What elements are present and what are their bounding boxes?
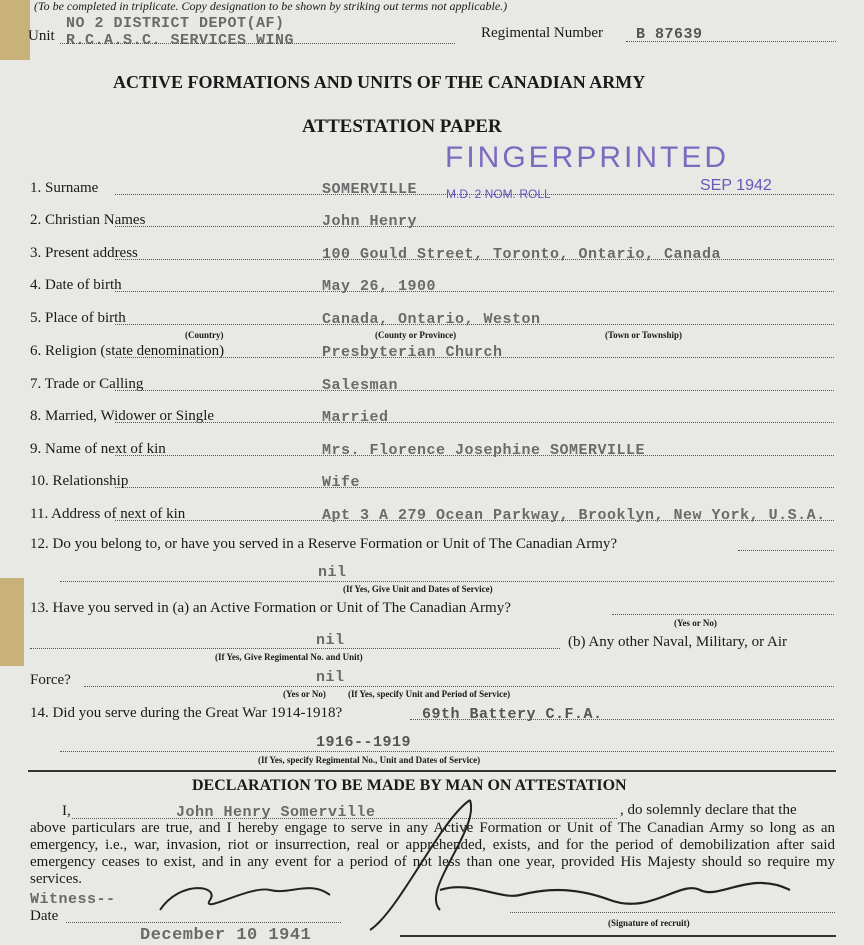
witness-label: Witness-- — [30, 891, 116, 908]
handwritten-signatures — [140, 790, 820, 940]
field-label: 7. Trade or Calling — [30, 376, 144, 392]
q13a-value: nil — [316, 632, 345, 649]
field-label: 10. Relationship — [30, 473, 129, 489]
declaration-body: above particulars are true, and I hereby engage to serve in any Active Formation or Unit of The Canadian Army so long as an emergency, i.e., war, invasion, riot or insurrection, real or apprehended, exists, and for the period of demobilization after said emergency ceases to exist, and in any event for a period of not less than one year, provided His Majesty should so require my services. — [30, 820, 835, 887]
date-label: Date — [30, 908, 59, 924]
q13a-hint: (If Yes, Give Regimental No. and Unit) — [215, 652, 363, 662]
unit-label: Unit — [28, 28, 55, 44]
field-label: 6. Religion (state denomination) — [30, 343, 225, 359]
field-value: Presbyterian Church — [322, 344, 503, 361]
q13b-yes-no: (Yes or No) — [283, 689, 326, 699]
unit-line2: R.C.A.S.C. SERVICES WING — [66, 32, 295, 49]
field-value: Apt 3 A 279 Ocean Parkway, Brooklyn, New York, U.S.A. — [322, 507, 826, 524]
q12-hint: (If Yes, Give Unit and Dates of Service) — [343, 584, 493, 594]
field-value: Married — [322, 409, 389, 426]
nom-roll-stamp: M.D. 2 NOM. ROLL — [446, 187, 551, 201]
q14-value: 69th Battery C.F.A. — [422, 706, 603, 723]
field-value: May 26, 1900 — [322, 278, 437, 295]
q14-years: 1916--1919 — [316, 734, 412, 751]
q14-hint: (If Yes, specify Regimental No., Unit and Dates of Service) — [258, 755, 481, 765]
field-label: 4. Date of birth — [30, 277, 122, 293]
field-label: 1. Surname — [30, 180, 99, 196]
field-value: Canada, Ontario, Weston — [322, 311, 541, 328]
date-value: December 10 1941 — [140, 926, 312, 945]
regimental-number: B 87639 — [636, 26, 703, 43]
q12-value: nil — [318, 564, 347, 581]
declarant-name: John Henry Somerville — [176, 804, 376, 821]
q13b-value: nil — [316, 669, 345, 686]
field-label: 11. Address of next of kin — [30, 506, 186, 522]
force-label: Force? — [30, 672, 71, 688]
declaration-title: DECLARATION TO BE MADE BY MAN ON ATTESTATION — [192, 777, 627, 794]
q13-yes-no: (Yes or No) — [674, 618, 717, 628]
title-formations: ACTIVE FORMATIONS AND UNITS OF THE CANADIAN ARMY — [113, 72, 646, 92]
town-hint: (Town or Township) — [605, 330, 683, 340]
unit-line1: NO 2 DISTRICT DEPOT(AF) — [66, 15, 285, 32]
declaration-i: I, — [62, 803, 71, 819]
field-label: 8. Married, Widower or Single — [30, 408, 215, 424]
q13-label: 13. Have you served in (a) an Active Formation or Unit of The Canadian Army? — [30, 600, 511, 616]
regimental-number-label: Regimental Number — [481, 25, 604, 41]
title-attestation: ATTESTATION PAPER — [302, 116, 502, 137]
field-label: 9. Name of next of kin — [30, 441, 166, 457]
field-value: 100 Gould Street, Toronto, Ontario, Canada — [322, 246, 722, 263]
q14-label: 14. Did you serve during the Great War 1914-1918? — [30, 705, 343, 721]
header-note: (To be completed in triplicate. Copy designation to be shown by striking out terms not applicable.) — [34, 0, 508, 13]
tape-top — [0, 0, 30, 60]
sep-1942-stamp: SEP 1942 — [700, 177, 772, 194]
tape-mid — [0, 578, 24, 666]
field-label: 2. Christian Names — [30, 212, 146, 228]
field-value: John Henry — [322, 213, 418, 230]
field-value: Salesman — [322, 377, 399, 394]
field-value: Mrs. Florence Josephine SOMERVILLE — [322, 442, 646, 459]
q13b-hint: (If Yes, specify Unit and Period of Service) — [348, 689, 511, 699]
declaration-line1-end: , do solemnly declare that the — [620, 802, 797, 818]
q13b-label: (b) Any other Naval, Military, or Air — [568, 634, 787, 650]
fingerprinted-stamp: FINGERPRINTED — [445, 141, 730, 174]
signature-label: (Signature of recruit) — [608, 918, 690, 928]
q12-label: 12. Do you belong to, or have you served in a Reserve Formation or Unit of The Canadian Army? — [30, 536, 618, 552]
field-label: 5. Place of birth — [30, 310, 126, 326]
province-hint: (County or Province) — [375, 330, 457, 340]
field-value: SOMERVILLE — [322, 181, 418, 198]
country-hint: (Country) — [185, 330, 224, 340]
field-value: Wife — [322, 474, 361, 491]
field-label: 3. Present address — [30, 245, 138, 261]
